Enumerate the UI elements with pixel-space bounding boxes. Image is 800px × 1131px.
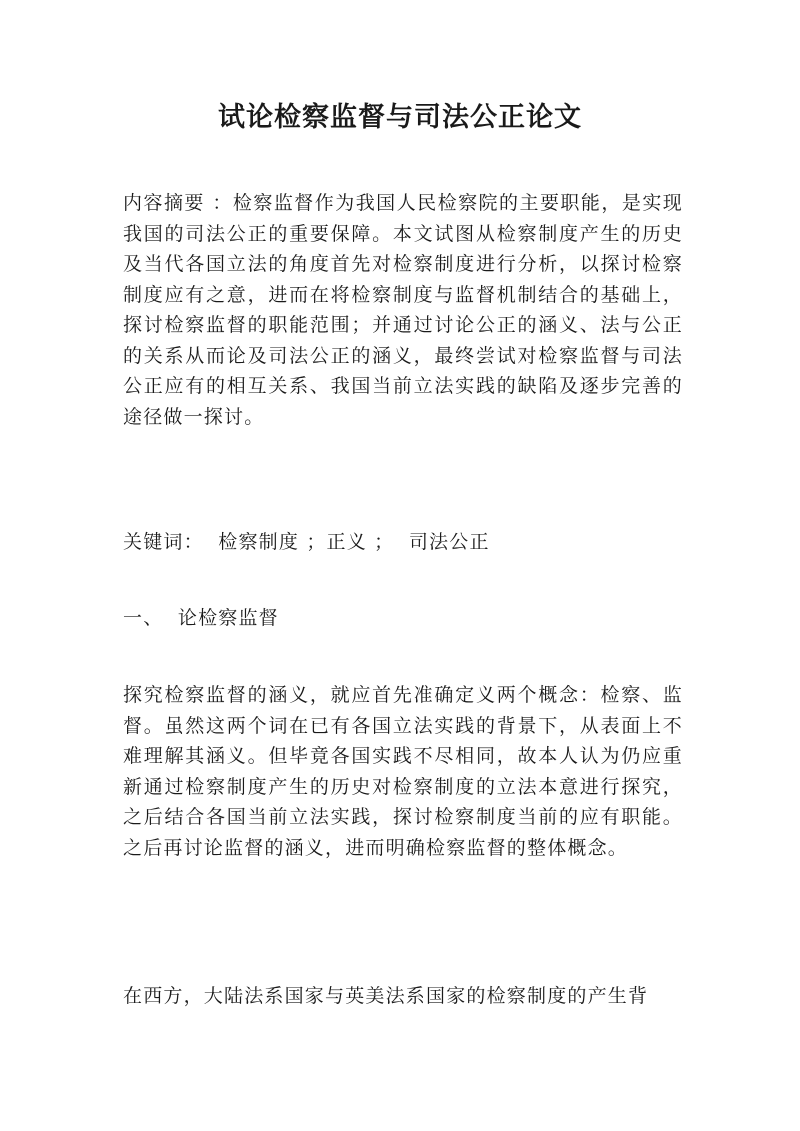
section-heading: 一、 论检察监督 bbox=[123, 607, 279, 629]
body-paragraph: 探究检察监督的涵义，就应首先准确定义两个概念：检察、监督。虽然这两个词在已有各国立法实践的背景下，从表面上不难理解其涵义。但毕竟各国实践不尽相同，故本人认为仍应重新通过检察制度产生的历史对检察制度的立法本意进行探究，之后结合各国当前立法实践，探讨检察制度当前的应有职能。之后再讨论监督的涵义，进而明确检察监督的整体概念。 bbox=[123, 684, 683, 859]
keywords-line: 关键词： 检察制度 ；正义 ； 司法公正 bbox=[123, 531, 490, 553]
abstract-paragraph: 内容摘要 ：检察监督作为我国人民检察院的主要职能，是实现我国的司法公正的重要保障。本文试图从检察制度产生的历史及当代各国立法的角度首先对检察制度进行分析，以探讨检察制度应有之意，进而在将检察制度与监督机制结合的基础上，探讨检察监督的职能范围；并通过讨论公正的涵义、法与公正的关系从而论及司法公正的涵义，最终尝试对检察监督与司法公正应有的相互关系、我国当前立法实践的缺陷及逐步完善的途径做一探讨。 bbox=[123, 192, 683, 428]
document-title: 试论检察监督与司法公正论文 bbox=[218, 102, 582, 133]
body-paragraph-truncated: 在西方，大陆法系国家与英美法系国家的检察制度的产生背 bbox=[123, 985, 649, 1007]
